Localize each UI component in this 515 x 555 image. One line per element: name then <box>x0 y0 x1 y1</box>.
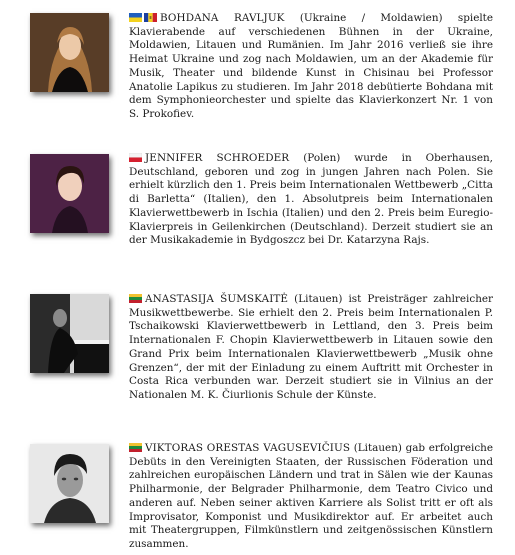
artist-bio <box>129 152 493 248</box>
poland-flag-icon <box>129 153 142 162</box>
artist-bio <box>129 12 493 122</box>
artist-portrait <box>30 13 109 92</box>
artist-origin: (Litauen) <box>294 293 343 305</box>
artist-name: JENNIFER SCHROEDER <box>145 152 290 164</box>
artist-portrait <box>30 294 109 373</box>
artist-name: BOHDANA RAVLJUK <box>160 12 285 24</box>
artist-portrait <box>30 154 109 233</box>
moldova-flag-icon <box>144 13 157 22</box>
portrait-image <box>30 444 109 523</box>
ukraine-flag-icon <box>129 13 142 22</box>
artist-bio-text: wurde in Oberhausen, Deutschland, geboren und zog in jungen Jahren nach Polen. Sie erhielt kürzlich den 1. Preis beim Internationalen Wettbewerb „Citta di Barletta“ (Italien), den 1. Absolutpreis beim Internationalen Klavierwettbewerb in Ischia (Italien) und den 2. Preis beim Euregio-Klavierpreis in Geilenkirchen (Deutschland). Derzeit studiert sie an der Musikakademie in Bydgoszcz bei Dr. Katarzyna Rajs. <box>129 152 493 247</box>
artist-origin: (Polen) <box>303 152 341 164</box>
portrait-image <box>30 294 109 373</box>
artist-origin: (Ukraine / Moldawien) <box>299 12 443 24</box>
artist-bio <box>129 293 493 403</box>
artist-bio-text: gab erfolgreiche Debüts in den Vereinigten Staaten, der Russischen Föderation und zahlreichen europäischen Ländern und trat in Sälen wie der Kaunas Philharmonie, der Belgrader Philharmonie, dem Teatro Civico und anderen auf. Neben seiner aktiven Karriere als Solist tritt er oft als Improvisator, Komponist und Musikdirektor auf. Er arbeitet auch mit Theatergruppen, Filmkünstlern und zeitgenössischen Künstlern zusammen. <box>129 442 493 550</box>
artist-origin: (Litauen) <box>353 442 402 454</box>
artist-name: ANASTASIJA ŠUMSKAITĖ <box>145 293 289 305</box>
portrait-image <box>30 154 109 233</box>
artist-bio-text: ist Preisträger zahlreicher Musikwettbewerbe. Sie erhielt den 2. Preis beim Internationalen P. Tschaikowski Klavierwettbewerb in Lettland, den 3. Preis beim Internationalen F. Chopin Klavierwettbewerb in Litauen sowie den Grand Prix beim Internationalen Klavierwettbewerb „Musik ohne Grenzen“, der mit der Einladung zu einem Auftritt mit Orchester in Costa Rica verbunden war. Derzeit studiert sie in Vilnius an der Nationalen M. K. Čiurlionis Schule der Künste. <box>129 293 493 401</box>
lithuania-flag-icon <box>129 443 142 452</box>
artist-portrait <box>30 444 109 523</box>
artist-bio <box>129 442 493 552</box>
artist-name: VIKTORAS ORESTAS VAGUSEVIČIUS <box>145 442 351 454</box>
portrait-image <box>30 13 109 92</box>
lithuania-flag-icon <box>129 294 142 303</box>
artist-bio-text: spielte Klavierabende auf verschiedenen Bühnen in der Ukraine, Moldawien, Litauen und Rumänien. Im Jahr 2016 verließ sie ihre Heimat Ukraine und zog nach Moldawien, um an der Akademie für Musik, Theater und bildende Kunst in Chisinau bei Professor Anatolie Lapikus zu studieren. Im Jahr 2018 debütierte Bohdana mit dem Symphonieorchester und spielte das Klavierkonzert Nr. 1 von S. Prokofiev. <box>129 12 493 120</box>
